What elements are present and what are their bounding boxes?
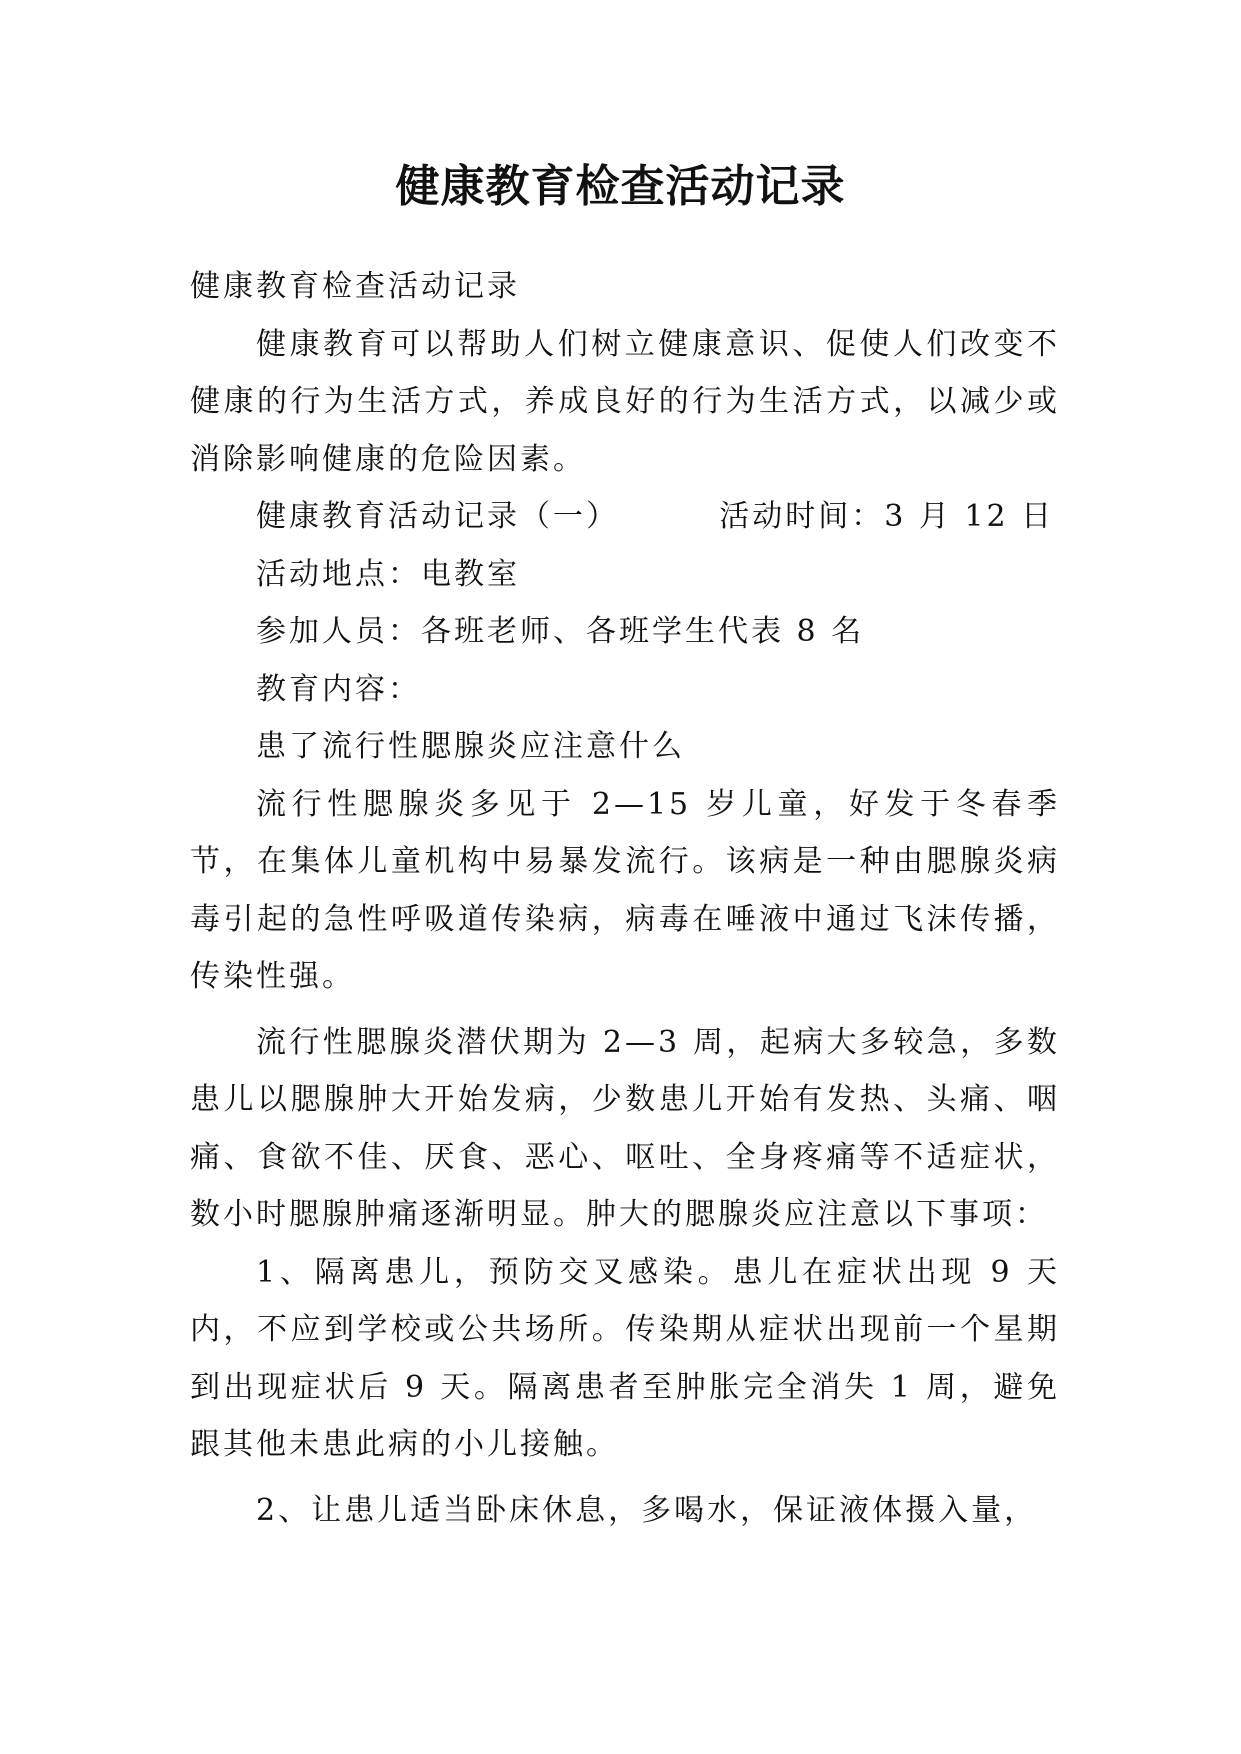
activity-location: 活动地点：电教室 xyxy=(256,556,520,592)
activity-participants: 参加人员：各班老师、各班学生代表 8 名 xyxy=(256,614,865,649)
activity-time: 活动时间：3 月 12 日 xyxy=(719,499,1055,534)
body-subtitle: 健康教育检查活动记录 xyxy=(190,269,520,304)
paragraph-mumps-intro: 流行性腮腺炎多见于 2—15 岁儿童，好发于冬春季节，在集体儿童机构中易暴发流行。该病是一种由腮腺炎病毒引起的急性呼吸道传染病，病毒在唾液中通过飞沫传播，传染性强。 xyxy=(190,786,1060,994)
section-heading: 患了流行性腮腺炎应注意什么 xyxy=(256,729,685,764)
education-content-label: 教育内容： xyxy=(256,671,421,707)
paragraph-item-1: 1、隔离患儿，预防交叉感染。患儿在症状出现 9 天内，不应到学校或公共场所。传染期从症状出现前一个星期到出现症状后 9 天。隔离患者至肿胀完全消失 1 周，避免跟其他未患此病的小儿接触。 xyxy=(190,1254,1060,1462)
paragraph-item-2: 2、让患儿适当卧床休息，多喝水，保证液体摄入量， xyxy=(256,1492,1038,1528)
document-title: 健康教育检查活动记录 xyxy=(395,161,846,212)
activity-record-label: 健康教育活动记录（一） xyxy=(256,499,619,534)
activity-header-row xyxy=(190,488,1060,546)
paragraph-mumps-symptoms: 流行性腮腺炎潜伏期为 2—3 周，起病大多较急，多数患儿以腮腺肿大开始发病，少数患儿开始有发热、头痛、咽痛、食欲不佳、厌食、恶心、呕吐、全身疼痛等不适症状，数小时腮腺肿痛逐渐明显。肿大的腮腺炎应注意以下事项： xyxy=(190,1024,1060,1232)
document-body xyxy=(190,258,1060,1539)
paragraph-intro: 健康教育可以帮助人们树立健康意识、促使人们改变不健康的行为生活方式，养成良好的行为生活方式，以减少或消除影响健康的危险因素。 xyxy=(190,326,1060,477)
